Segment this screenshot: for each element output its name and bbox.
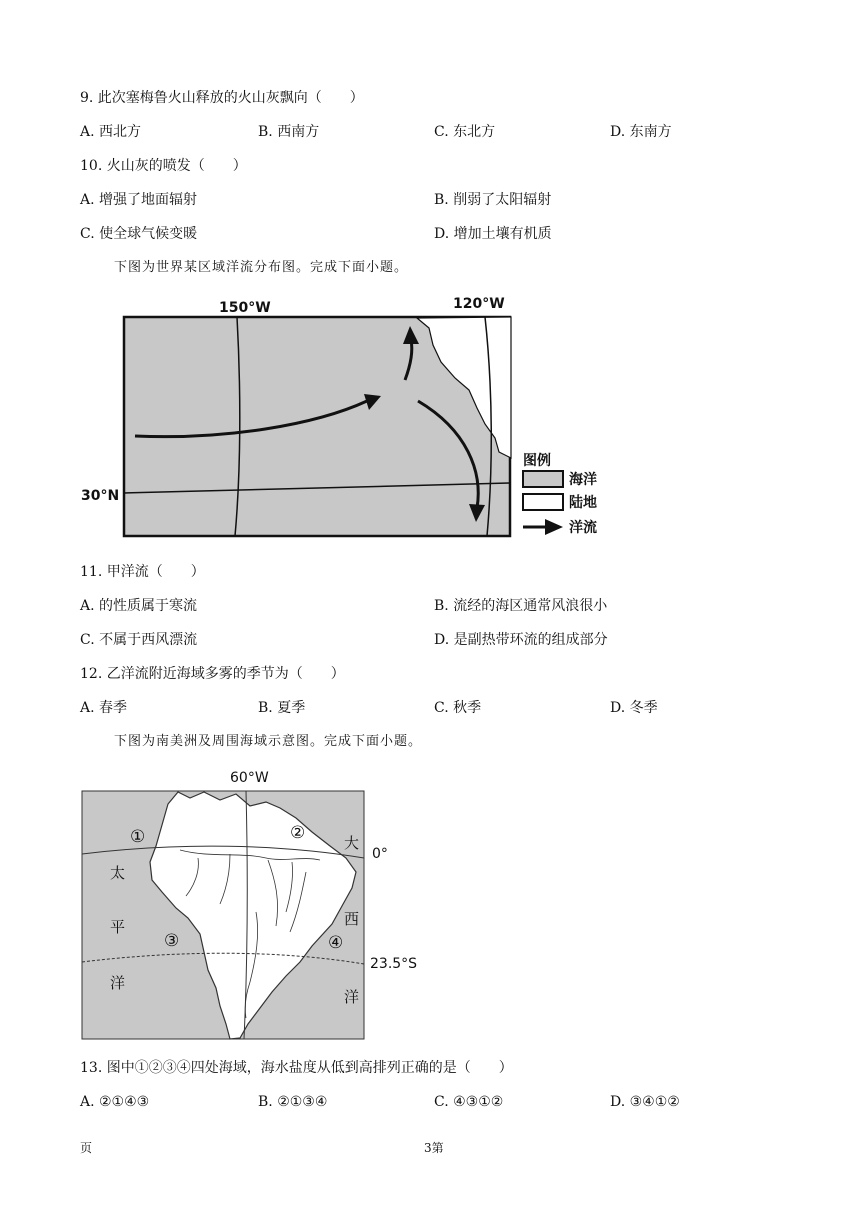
footer-page-number: 3第 <box>424 1141 444 1155</box>
legend-current-arrowhead <box>545 519 563 535</box>
legend-ocean-label: 海洋 <box>569 472 597 488</box>
q12-option-a: A. 春季 <box>80 700 128 716</box>
q9-option-c: C. 东北方 <box>434 124 496 140</box>
label-30n: 30°N <box>81 488 120 504</box>
q12-option-c: C. 秋季 <box>434 700 482 716</box>
legend-land-label: 陆地 <box>569 495 597 511</box>
figure1-intro: 下图为世界某区域洋流分布图。完成下面小题。 <box>114 260 409 275</box>
marker-4: ④ <box>328 933 344 953</box>
atlantic-char-3: 洋 <box>344 988 360 1006</box>
label-tropic: 23.5°S <box>370 956 418 972</box>
q11-stem: 11. 甲洋流（ ） <box>80 564 205 580</box>
q12-option-d: D. 冬季 <box>610 700 658 716</box>
q9-option-a: A. 西北方 <box>80 124 142 140</box>
label-equator: 0° <box>372 846 388 862</box>
pacific-char-2: 平 <box>110 918 126 936</box>
q11-option-a: A. 的性质属于寒流 <box>80 598 198 614</box>
legend-current-label: 洋流 <box>569 520 597 536</box>
marker-1: ① <box>130 827 146 847</box>
q11-option-b: B. 流经的海区通常风浪很小 <box>434 598 608 614</box>
q13-option-b: B. ②①③④ <box>258 1094 328 1110</box>
q13-option-a: A. ②①④③ <box>80 1094 150 1110</box>
q10-option-a: A. 增强了地面辐射 <box>80 192 198 208</box>
q13-option-c: C. ④③①② <box>434 1094 504 1110</box>
q13-stem: 13. 图中①②③④四处海域，海水盐度从低到高排列正确的是（ ） <box>80 1060 513 1076</box>
q9-option-d: D. 东南方 <box>610 124 672 140</box>
q10-option-b: B. 削弱了太阳辐射 <box>434 192 552 208</box>
pacific-char-1: 太 <box>110 864 126 882</box>
footer-left: 页 <box>80 1141 93 1155</box>
q10-stem: 10. 火山灰的喷发（ ） <box>80 158 247 174</box>
marker-2: ② <box>290 823 306 843</box>
pacific-char-3: 洋 <box>110 974 126 992</box>
q11-option-d: D. 是副热带环流的组成部分 <box>434 632 608 648</box>
label-150w: 150°W <box>219 300 271 316</box>
q10-option-c: C. 使全球气候变暖 <box>80 226 198 242</box>
legend-land-swatch <box>523 494 563 510</box>
atlantic-char-1: 大 <box>344 834 360 852</box>
q9-option-b: B. 西南方 <box>258 124 320 140</box>
q13-option-d: D. ③④①② <box>610 1094 680 1110</box>
label-60w: 60°W <box>230 770 269 786</box>
q11-option-c: C. 不属于西风漂流 <box>80 632 198 648</box>
q12-option-b: B. 夏季 <box>258 700 306 716</box>
q12-stem: 12. 乙洋流附近海域多雾的季节为（ ） <box>80 666 345 682</box>
q10-option-d: D. 增加土壤有机质 <box>434 226 552 242</box>
south-america-map <box>80 762 440 1052</box>
legend-title: 图例 <box>523 453 551 469</box>
q9-stem: 9. 此次塞梅鲁火山释放的火山灰飘向（ ） <box>80 90 364 106</box>
label-120w: 120°W <box>453 296 505 312</box>
atlantic-char-2: 西 <box>344 910 360 928</box>
figure2-intro: 下图为南美洲及周围海域示意图。完成下面小题。 <box>114 734 423 749</box>
marker-3: ③ <box>164 931 180 951</box>
legend-ocean-swatch <box>523 471 563 487</box>
ocean-current-map <box>75 290 615 550</box>
